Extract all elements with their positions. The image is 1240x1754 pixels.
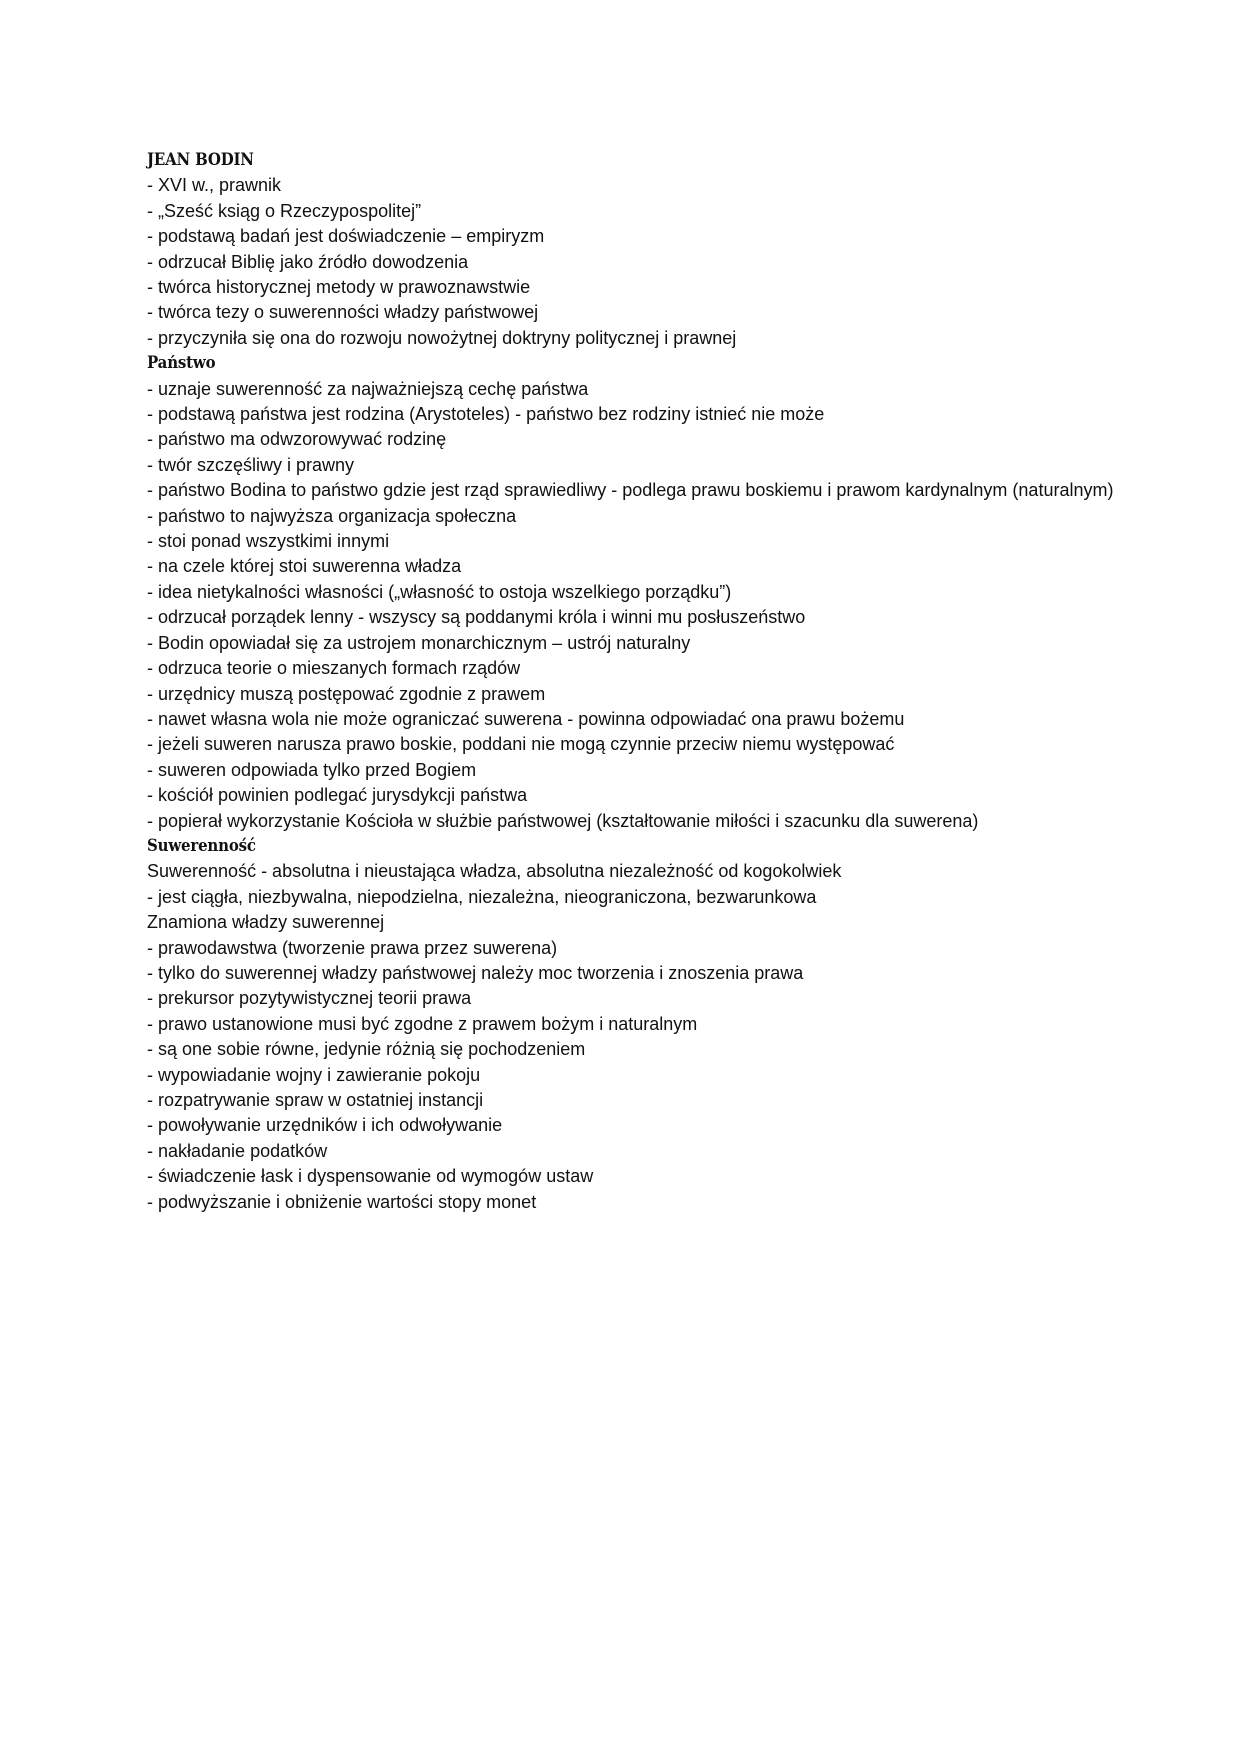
text-line: - XVI w., prawnik xyxy=(147,175,282,196)
text-line: - Bodin opowiadał się za ustrojem monarchicznym – ustrój naturalny xyxy=(147,632,691,653)
text-line: - państwo ma odwzorowywać rodzinę xyxy=(147,429,447,450)
text-line: - urzędnicy muszą postępować zgodnie z prawem xyxy=(147,683,546,704)
text-line: - prawodawstwa (tworzenie prawa przez suwerena) xyxy=(147,937,558,958)
section-jean-bodin xyxy=(147,148,1127,351)
text-line: - podstawą państwa jest rodzina (Arystoteles) - państwo bez rodziny istnieć nie może xyxy=(147,404,825,425)
section-panstwo xyxy=(147,351,1127,834)
text-line: - kościół powinien podlegać jurysdykcji państwa xyxy=(147,785,528,806)
text-line: - twór szczęśliwy i prawny xyxy=(147,454,355,475)
text-line: - popierał wykorzystanie Kościoła w służbie państwowej (kształtowanie miłości i szacunku dla suwerena) xyxy=(147,810,979,831)
text-line: - przyczyniła się ona do rozwoju nowożytnej doktryny politycznej i prawnej xyxy=(147,327,737,348)
text-line: - rozpatrywanie spraw w ostatniej instancji xyxy=(147,1089,484,1110)
text-line: Znamiona władzy suwerennej xyxy=(147,912,385,933)
text-line: - suweren odpowiada tylko przed Bogiem xyxy=(147,759,477,780)
text-line: - odrzuca teorie o mieszanych formach rządów xyxy=(147,658,521,679)
section-heading: Państwo xyxy=(147,353,216,374)
text-line: - świadczenie łask i dyspensowanie od wymogów ustaw xyxy=(147,1166,594,1187)
text-line: - państwo Bodina to państwo gdzie jest rząd sprawiedliwy - podlega prawu boskiemu i prawom kardynalnym (naturalnym) xyxy=(147,480,1114,501)
section-heading: Suwerenność xyxy=(147,835,256,856)
section-heading: JEAN BODIN xyxy=(147,150,254,170)
text-line: - tylko do suwerennej władzy państwowej należy moc tworzenia i znoszenia prawa xyxy=(147,962,804,983)
text-line: - państwo to najwyższa organizacja społeczna xyxy=(147,505,517,526)
text-line: - jeżeli suweren narusza prawo boskie, poddani nie mogą czynnie przeciw niemu występować xyxy=(147,734,895,755)
text-line: - odrzucał porządek lenny - wszyscy są poddanymi króla i winni mu posłuszeństwo xyxy=(147,607,806,628)
text-line: - wypowiadanie wojny i zawieranie pokoju xyxy=(147,1064,481,1085)
text-line: - uznaje suwerenność za najważniejszą cechę państwa xyxy=(147,378,589,399)
text-line: - prekursor pozytywistycznej teorii prawa xyxy=(147,988,472,1009)
text-line: - są one sobie równe, jedynie różnią się pochodzeniem xyxy=(147,1039,586,1060)
text-line: - podstawą badań jest doświadczenie – empiryzm xyxy=(147,226,545,247)
text-line: - odrzucał Biblię jako źródło dowodzenia xyxy=(147,251,469,272)
text-line: - twórca historycznej metody w prawoznawstwie xyxy=(147,277,531,298)
text-line: - stoi ponad wszystkimi innymi xyxy=(147,531,390,552)
text-line: - nakładanie podatków xyxy=(147,1140,328,1161)
text-line: - nawet własna wola nie może ograniczać suwerena - powinna odpowiadać ona prawu bożemu xyxy=(147,708,905,729)
text-line: Suwerenność - absolutna i nieustająca władza, absolutna niezależność od kogokolwiek xyxy=(147,861,842,882)
text-line: - prawo ustanowione musi być zgodne z prawem bożym i naturalnym xyxy=(147,1013,698,1034)
text-line: - idea nietykalności własności („własność to ostoja wszelkiego porządku”) xyxy=(147,581,732,602)
text-line: - na czele której stoi suwerenna władza xyxy=(147,556,462,577)
document-body xyxy=(147,148,1127,1215)
text-line: - powoływanie urzędników i ich odwoływanie xyxy=(147,1115,503,1136)
text-line: - „Sześć ksiąg o Rzeczypospolitej” xyxy=(147,200,422,221)
section-suwerennosc xyxy=(147,834,1127,1215)
text-line: - podwyższanie i obniżenie wartości stopy monet xyxy=(147,1191,537,1212)
text-line: - twórca tezy o suwerenności władzy państwowej xyxy=(147,302,539,323)
text-line: - jest ciągła, niezbywalna, niepodzielna, niezależna, nieograniczona, bezwarunkowa xyxy=(147,886,817,907)
